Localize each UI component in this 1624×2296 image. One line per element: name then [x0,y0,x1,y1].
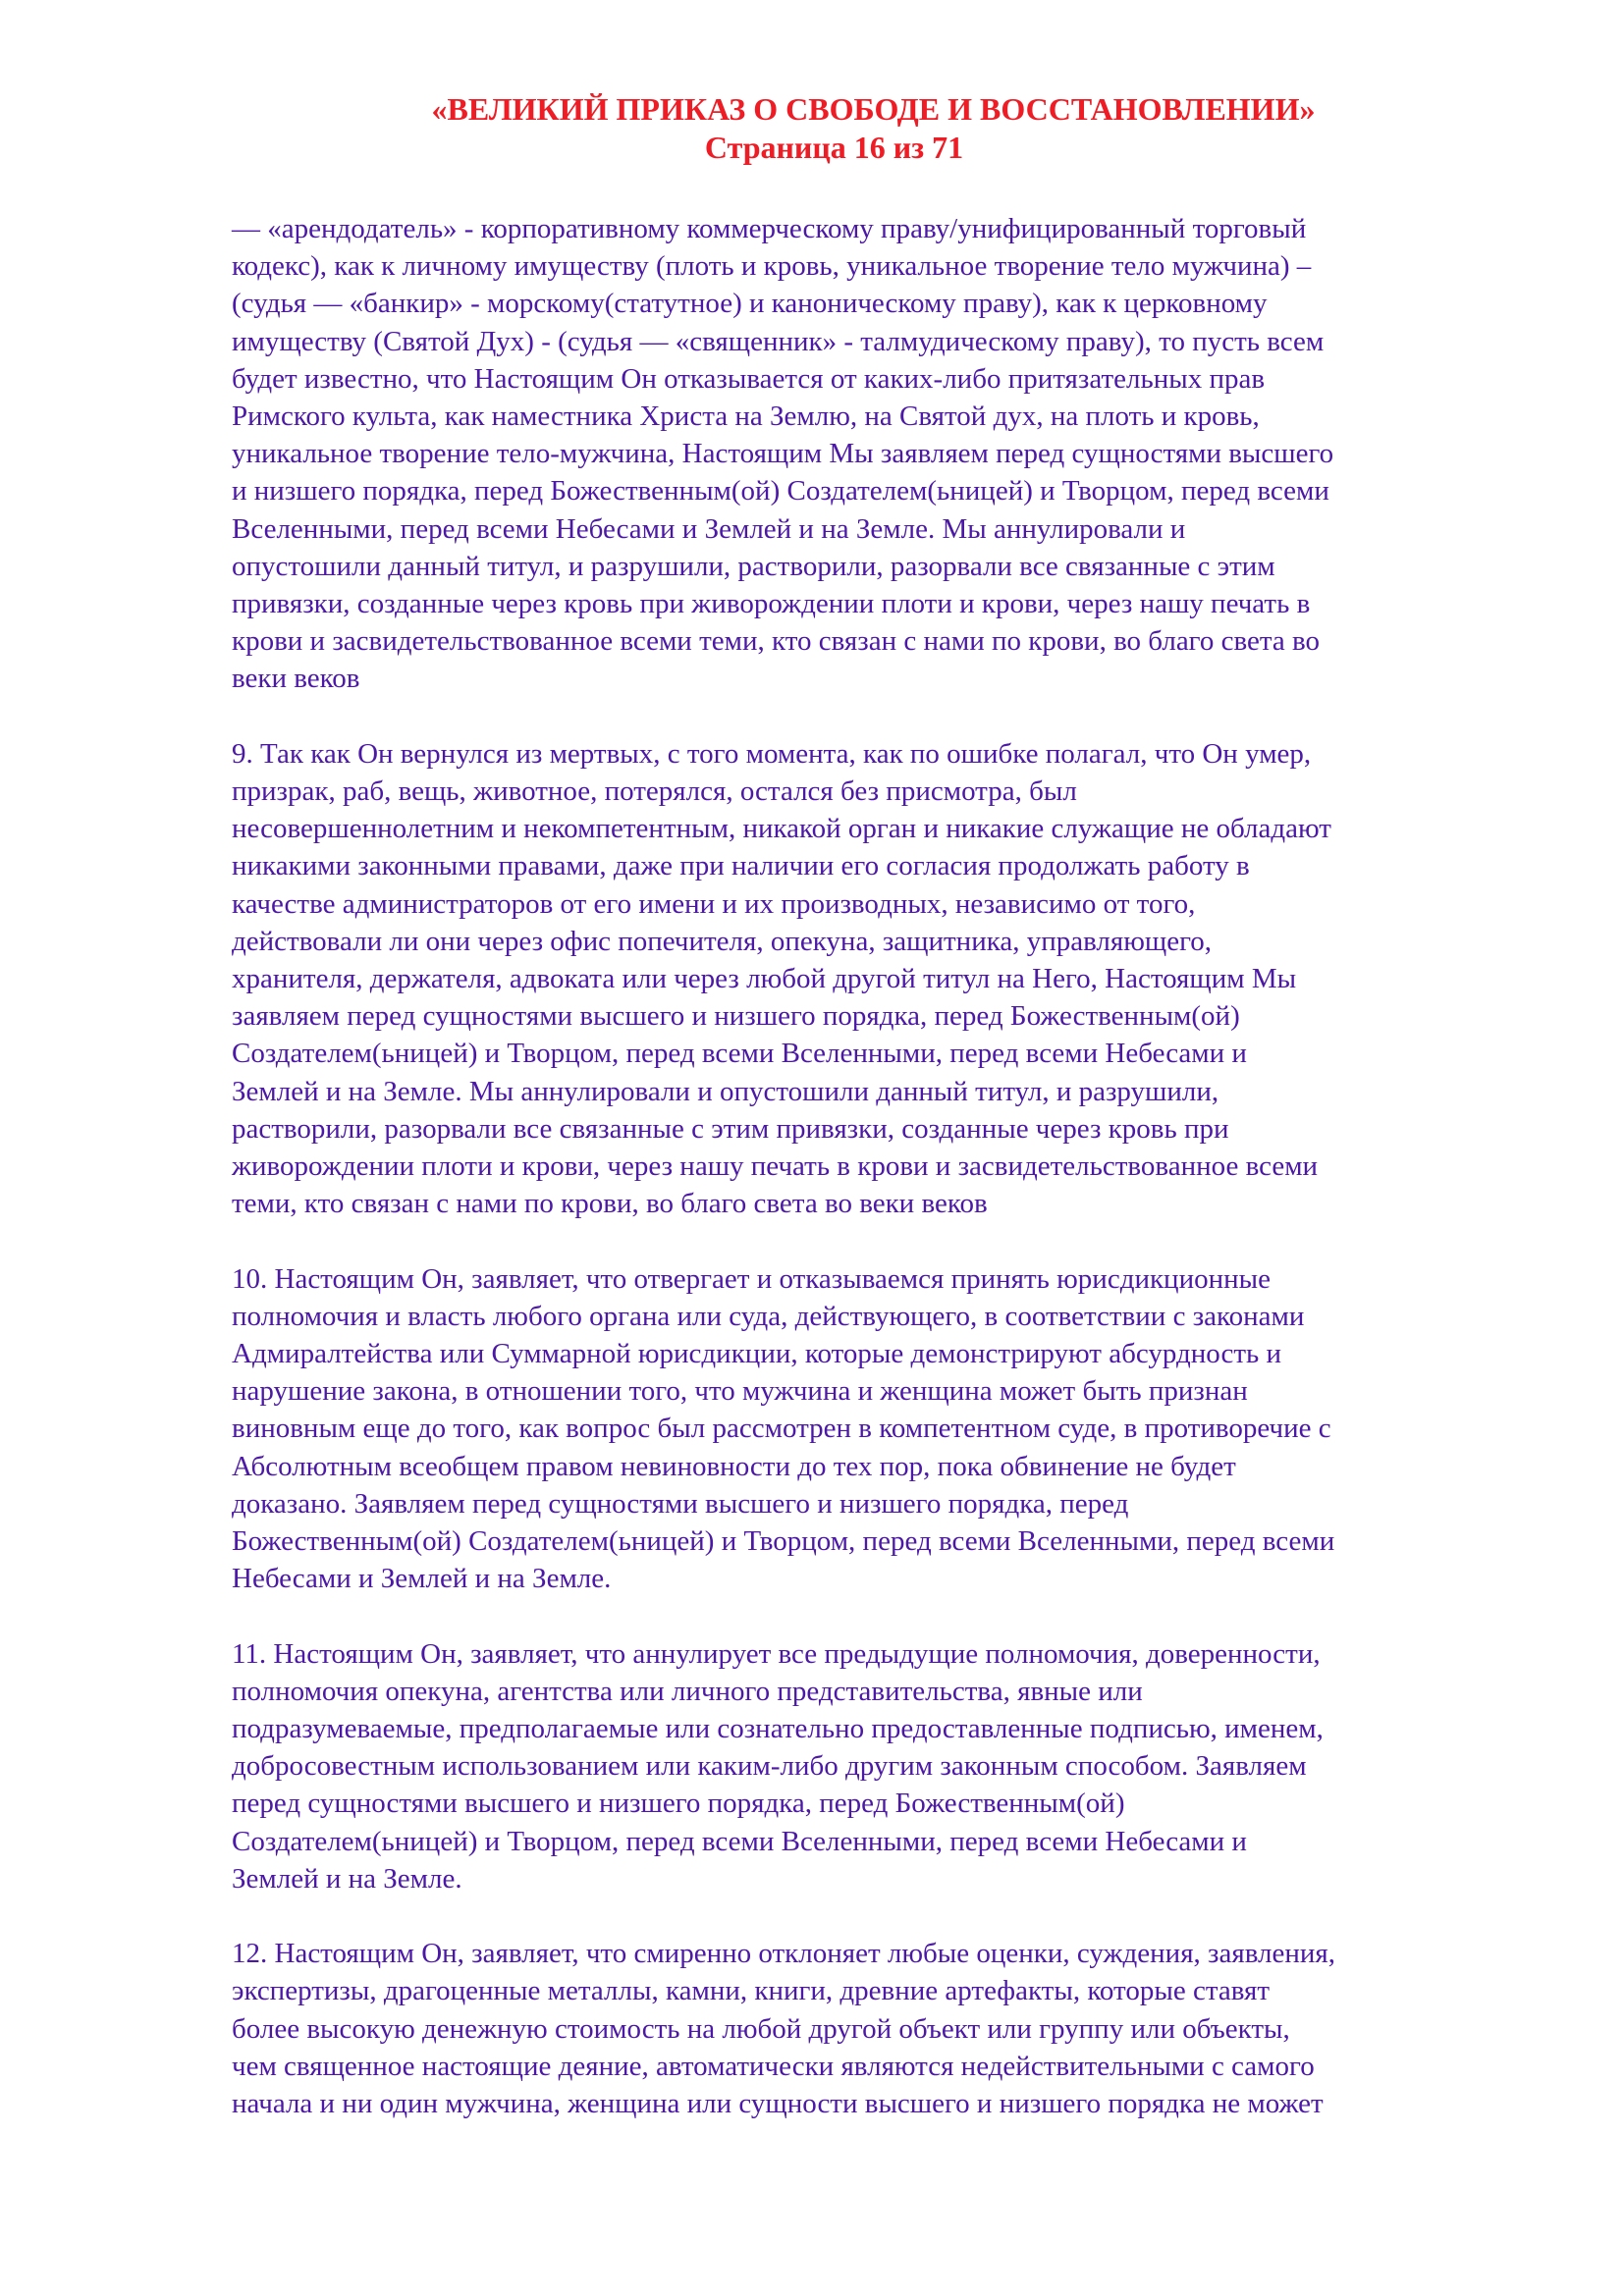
text-line: 9. Так как Он вернулся из мертвых, с того момента, как по ошибке полагал, что Он умер, [232,737,1312,770]
document-title: «ВЕЛИКИЙ ПРИКАЗ О СВОБОДЕ И ВОССТАНОВЛЕНИИ» [431,91,1316,127]
text-line: (судья — «банкир» - морскому(статутное) и каноническому праву), как к церковному [232,288,1268,320]
text-line: 11. Настоящим Он, заявляет, что аннулирует все предыдущие полномочия, доверенности, [232,1637,1321,1670]
text-line: — «арендодатель» - корпоративному коммерческому праву/унифицированный торговый [232,213,1307,244]
text-line: Небесами и Землей и на Земле. [232,1563,612,1595]
text-line: более высокую денежную стоимость на любой другой объект или группу или объекты, [232,2012,1290,2045]
text-line: перед сущностями высшего и низшего порядка, перед Божественным(ой) [232,1788,1125,1820]
text-line: Создателем(ьницей) и Творцом, перед всеми Вселенными, перед всеми Небесами и [232,1038,1247,1070]
text-line: имуществу (Святой Дух) - (судья — «священник» - талмудическому праву), то пусть всем [232,325,1325,357]
text-line: крови и засвидетельствованное всеми теми, кто связан с нами по крови, во благо света во [232,625,1321,658]
text-line: и низшего порядка, перед Божественным(ой) Создателем(ьницей) и Творцом, перед всеми [232,475,1329,507]
text-line: растворили, разорвали все связанные с этим привязки, созданные через кровь при [232,1112,1229,1145]
page-header [0,90,1624,167]
paragraph [232,1635,1528,1897]
text-line: Создателем(ьницей) и Творцом, перед всеми Вселенными, перед всеми Небесами и [232,1825,1247,1857]
paragraph [232,1260,1528,1598]
text-line: действовали ли они через офис попечителя, опекуна, защитника, управляющего, [232,925,1213,957]
text-line: привязки, созданные через кровь при живорождении плоти и крови, через нашу печать в [232,588,1311,620]
text-line: будет известно, что Настоящим Он отказывается от каких-либо притязательных прав [232,362,1266,395]
text-line: доказано. Заявляем перед сущностями высшего и низшего порядка, перед [232,1487,1129,1520]
text-line: Землей и на Земле. Мы аннулировали и опустошили данный титул, и разрушили, [232,1075,1219,1107]
text-line: качестве администраторов от его имени и их производных, независимо от того, [232,887,1196,920]
paragraph [232,735,1528,1223]
text-line: живорождении плоти и крови, через нашу печать в крови и засвидетельствованное всеми [232,1150,1319,1183]
text-line: заявляем перед сущностями высшего и низшего порядка, перед Божественным(ой) [232,1000,1240,1033]
text-line: Адмиралтейства или Суммарной юрисдикции, которые демонстрируют абсурдность и [232,1338,1281,1370]
text-line: опустошили данный титул, и разрушили, растворили, разорвали все связанные с этим [232,550,1275,582]
paragraph [232,210,1528,698]
paragraph [232,1935,1528,2122]
text-line: виновным еще до того, как вопрос был рассмотрен в компетентном суде, в противоречие с [232,1413,1331,1445]
text-line: 12. Настоящим Он, заявляет, что смиренно отклоняет любые оценки, суждения, заявления, [232,1938,1335,1970]
text-line: призрак, раб, вещь, животное, потерялся, остался без присмотра, был [232,775,1077,808]
text-line: подразумеваемые, предполагаемые или сознательно предоставленные подписью, именем, [232,1713,1324,1745]
text-line: теми, кто связан с нами по крови, во благо света во веки веков [232,1188,988,1220]
page-number: Страница 16 из 71 [704,130,964,165]
text-line: уникальное творение тело-мужчина, Настоящим Мы заявляем перед сущностями высшего [232,438,1334,470]
text-line: несовершеннолетним и некомпетентным, никакой орган и никакие служащие не обладают [232,813,1331,845]
text-line: чем священное настоящие деяние, автоматически являются недействительными с самого [232,2050,1315,2082]
text-line: начала и ни один мужчина, женщина или сущности высшего и низшего порядка не может [232,2088,1324,2120]
text-line: полномочия и власть любого органа или суда, действующего, в соответствии с законами [232,1300,1305,1332]
text-line: хранителя, держателя, адвоката или через любой другой титул на Него, Настоящим Мы [232,963,1297,995]
text-line: кодекс), как к личному имуществу (плоть и кровь, уникальное творение тело мужчина) – [232,250,1312,283]
text-line: экспертизы, драгоценные металлы, камни, книги, древние артефакты, которые ставят [232,1975,1271,2007]
text-line: полномочия опекуна, агентства или личного представительства, явные или [232,1675,1143,1707]
text-line: веки веков [232,663,360,695]
text-line: Божественным(ой) Создателем(ьницей) и Творцом, перед всеми Вселенными, перед всеми [232,1525,1335,1558]
text-line: Землей и на Земле. [232,1862,462,1895]
text-line: нарушение закона, в отношении того, что мужчина и женщина может быть признан [232,1375,1248,1408]
text-line: 10. Настоящим Он, заявляет, что отвергает и отказываемся принять юрисдикционные [232,1262,1271,1295]
text-line: Римского культа, как наместника Христа на Землю, на Святой дух, на плоть и кровь, [232,400,1260,433]
text-line: Абсолютным всеобщем правом невиновности до тех пор, пока обвинение не будет [232,1450,1236,1482]
document-body [232,210,1528,2160]
text-line: Вселенными, перед всеми Небесами и Землей и на Земле. Мы аннулировали и [232,512,1186,545]
text-line: добросовестным использованием или каким-либо другим законным способом. Заявляем [232,1750,1307,1783]
text-line: никакими законными правами, даже при наличии его согласия продолжать работу в [232,850,1250,882]
